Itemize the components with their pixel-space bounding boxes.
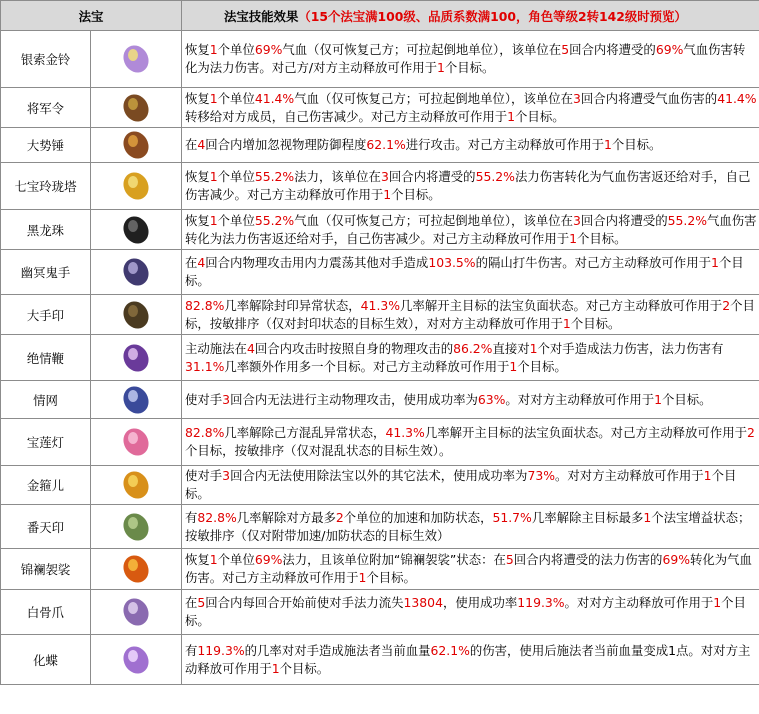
treasure-effect bbox=[182, 419, 759, 466]
effect-text: 有 bbox=[185, 509, 198, 525]
highlight-value: 86.2% bbox=[453, 340, 493, 356]
effect-text: 个目标。 bbox=[517, 358, 567, 374]
table-row bbox=[1, 590, 759, 635]
table-row bbox=[1, 128, 759, 163]
highlight-value: 4 bbox=[246, 340, 255, 356]
highlight-value: 1 bbox=[713, 595, 722, 610]
treasure-name: 绝情鞭 bbox=[1, 335, 91, 381]
effect-text: 个目标。 bbox=[366, 570, 416, 585]
highlight-value: 4 bbox=[197, 137, 206, 152]
highlight-value: 1 bbox=[643, 509, 652, 525]
highlight-value: 1 bbox=[509, 358, 518, 374]
effect-text: 个单位 bbox=[217, 42, 255, 57]
highlight-value: 69% bbox=[254, 552, 283, 567]
effect-text: 。对对方主动释放可作用于 bbox=[505, 391, 655, 407]
highlight-value: 1 bbox=[603, 137, 612, 152]
table-row bbox=[1, 31, 759, 88]
highlight-value: 5 bbox=[197, 595, 206, 610]
table-row bbox=[1, 505, 759, 549]
highlight-value: 1 bbox=[209, 42, 218, 57]
effect-text: 在 bbox=[185, 255, 198, 270]
effect-text: 进行攻击。对己方主动释放可作用于 bbox=[405, 137, 604, 152]
treasure-icon-cell bbox=[91, 335, 182, 381]
treasure-name: 幽冥鬼手 bbox=[1, 250, 91, 295]
highlight-value: 3 bbox=[380, 169, 389, 184]
highlight-value: 119.3% bbox=[517, 595, 565, 610]
treasure-icon-cell bbox=[91, 549, 182, 590]
effect-text: 气血（仅可恢复己方；可拉起倒地单位），该单位在 bbox=[294, 90, 574, 106]
butterfly-icon bbox=[119, 643, 153, 677]
treasure-icon-cell bbox=[91, 419, 182, 466]
highlight-value: 51.7% bbox=[492, 509, 532, 525]
effect-text: 法力伤害转化为气血伤害返还给对手，自己伤害减少。对己方主动释放可作用于 bbox=[185, 169, 751, 202]
effect-text: 个目标。 bbox=[185, 468, 737, 501]
highlight-value: 1 bbox=[654, 391, 662, 407]
effect-text: 个单位 bbox=[217, 90, 255, 106]
table-row bbox=[1, 419, 759, 466]
treasure-icon-cell bbox=[91, 88, 182, 128]
treasure-icon-cell bbox=[91, 250, 182, 295]
effect-text: 恢复 bbox=[185, 212, 210, 228]
treasure-name: 大手印 bbox=[1, 295, 91, 335]
treasure-icon-cell bbox=[91, 381, 182, 419]
pagoda-icon bbox=[119, 169, 153, 203]
hammer-icon bbox=[119, 128, 153, 162]
effect-text: 的隔山打牛伤害。对己方主动释放可作用于 bbox=[475, 255, 711, 270]
treasure-icon-cell bbox=[91, 635, 182, 685]
bone-claw-icon bbox=[119, 595, 153, 629]
effect-text: 几率解除对方最多 bbox=[236, 509, 336, 525]
treasure-effect bbox=[182, 250, 759, 295]
highlight-value: 2 bbox=[335, 509, 344, 525]
highlight-value: 41.3% bbox=[360, 297, 401, 313]
effect-text: 气血伤害转化为法力伤害。对己方/对方主动释放可作用于 bbox=[185, 42, 746, 75]
header-treasure: 法宝 bbox=[1, 1, 182, 31]
treasure-effect bbox=[182, 381, 759, 419]
treasure-name: 黑龙珠 bbox=[1, 210, 91, 250]
effect-text: 回合内将遭受的 bbox=[388, 169, 476, 184]
highlight-value: 1 bbox=[271, 660, 280, 676]
treasure-name: 七宝玲珑塔 bbox=[1, 163, 91, 210]
table-row bbox=[1, 210, 759, 250]
golden-hoop-icon bbox=[119, 468, 153, 502]
highlight-value: 55.2% bbox=[475, 169, 515, 184]
effect-text: 个目标，按敏排序（仅对封印状态的目标生效），对对方主动释放可作用于 bbox=[185, 297, 755, 331]
effect-text: 个单位 bbox=[217, 169, 255, 184]
highlight-value: 1 bbox=[437, 60, 445, 75]
general-token-icon bbox=[119, 91, 153, 125]
effect-text: 个单位 bbox=[217, 212, 255, 228]
highlight-value: 82.8% bbox=[185, 297, 225, 313]
highlight-value: 1 bbox=[529, 340, 538, 356]
effect-text: 个目标。 bbox=[444, 60, 495, 75]
highlight-value: 63% bbox=[477, 391, 506, 407]
header-effect-title: 法宝技能效果 bbox=[224, 8, 299, 24]
heaven-seal-icon bbox=[119, 510, 153, 544]
treasure-icon-cell bbox=[91, 163, 182, 210]
table-row bbox=[1, 335, 759, 381]
treasure-icon-cell bbox=[91, 295, 182, 335]
effect-text: 回合内增加忽视物理防御程度 bbox=[205, 137, 367, 152]
highlight-value: 41.4% bbox=[717, 90, 757, 106]
highlight-value: 3 bbox=[573, 90, 581, 106]
effect-text: 法力，该单位在 bbox=[294, 169, 381, 184]
effect-text: 几率解除主目标最多 bbox=[531, 509, 644, 525]
effect-text: 个目标。 bbox=[577, 230, 627, 246]
highlight-value: 41.4% bbox=[254, 90, 295, 106]
effect-text: 回合内每回合开始前使对手法力流失 bbox=[205, 595, 404, 610]
treasure-name: 白骨爪 bbox=[1, 590, 91, 635]
highlight-value: 3 bbox=[222, 468, 231, 483]
highlight-value: 1 bbox=[358, 570, 367, 585]
highlight-value: 13804 bbox=[403, 595, 443, 610]
highlight-value: 41.3% bbox=[385, 425, 425, 440]
effect-text: 几率解开主目标的法宝负面状态。对己方主动释放可作用于 bbox=[424, 425, 747, 440]
effect-text: 个目标。 bbox=[515, 108, 565, 124]
effect-text: 回合内将遭受气血伤害的 bbox=[580, 90, 718, 106]
treasure-name: 将军令 bbox=[1, 88, 91, 128]
highlight-value: 1 bbox=[209, 90, 218, 106]
black-pearl-icon bbox=[119, 213, 153, 247]
treasure-effect bbox=[182, 163, 759, 210]
treasure-effect bbox=[182, 590, 759, 635]
effect-text: 在 bbox=[185, 137, 198, 152]
effect-text: 个目标。 bbox=[391, 187, 441, 202]
table-row bbox=[1, 635, 759, 685]
effect-text: 转移给对方成员，自己伤害减少。对己方主动释放可作用于 bbox=[185, 108, 508, 124]
highlight-value: 1 bbox=[209, 552, 218, 567]
effect-text: 个对手造成法力伤害，法力伤害有 bbox=[537, 340, 724, 356]
highlight-value: 119.3% bbox=[197, 642, 245, 658]
effect-text: 使对手 bbox=[185, 468, 223, 483]
effect-text: 个目标。 bbox=[185, 595, 746, 628]
highlight-value: 2 bbox=[746, 425, 755, 440]
effect-text: 直接对 bbox=[492, 340, 530, 356]
highlight-value: 73% bbox=[527, 468, 555, 483]
header-effect bbox=[182, 1, 759, 31]
table-header-row bbox=[1, 1, 759, 31]
effect-text: 几率解除封印异常状态， bbox=[224, 297, 361, 313]
effect-text: 气血（仅可恢复己方；可拉起倒地单位），该单位在 bbox=[294, 212, 574, 228]
silver-bell-icon bbox=[119, 42, 153, 76]
effect-text: 回合内无法进行主动物理攻击，使用成功率为 bbox=[230, 391, 478, 407]
highlight-value: 69% bbox=[662, 552, 690, 567]
highlight-value: 2 bbox=[722, 297, 731, 313]
treasure-effect bbox=[182, 635, 759, 685]
effect-text: 有 bbox=[185, 642, 198, 658]
effect-text: 。对对方主动释放可作用于 bbox=[554, 468, 704, 483]
table-row bbox=[1, 163, 759, 210]
header-note: （15个法宝满100级、品质系数满100，角色等级2转142级时预览） bbox=[298, 8, 687, 24]
effect-text: 回合内将遭受的 bbox=[580, 212, 668, 228]
effect-text: 回合内将遭受的 bbox=[569, 42, 656, 57]
highlight-value: 3 bbox=[573, 212, 581, 228]
highlight-value: 31.1% bbox=[185, 358, 225, 374]
effect-text: 主动施法在 bbox=[185, 340, 247, 356]
highlight-value: 1 bbox=[507, 108, 516, 124]
effect-text: 个目标。 bbox=[279, 660, 330, 676]
effect-text: 个法宝增益状态；按敏排序（仅对附带加速/加防状态的目标生效） bbox=[185, 509, 751, 543]
effect-text: 个目标。 bbox=[662, 391, 712, 407]
effect-text: 个目标，按敏排序（仅对混乱状态的目标生效）。 bbox=[185, 443, 452, 458]
table-row bbox=[1, 88, 759, 128]
treasure-effect bbox=[182, 31, 759, 88]
treasure-effect bbox=[182, 505, 759, 549]
effect-text: 回合内无法使用除法宝以外的其它法术，使用成功率为 bbox=[230, 468, 528, 483]
treasure-icon-cell bbox=[91, 590, 182, 635]
seal-icon bbox=[119, 298, 153, 332]
treasure-effect bbox=[182, 466, 759, 505]
effect-text: ，使用成功率 bbox=[442, 595, 518, 610]
treasure-icon-cell bbox=[91, 466, 182, 505]
effect-text: 气血（仅可恢复己方；可拉起倒地单位），该单位在 bbox=[282, 42, 562, 57]
highlight-value: 82.8% bbox=[185, 425, 225, 440]
effect-text: 恢复 bbox=[185, 552, 210, 567]
net-icon bbox=[119, 383, 153, 417]
treasure-name: 锦襕袈裟 bbox=[1, 549, 91, 590]
treasure-icon-cell bbox=[91, 128, 182, 163]
treasure-icon-cell bbox=[91, 210, 182, 250]
highlight-value: 1 bbox=[710, 255, 719, 270]
highlight-value: 82.8% bbox=[197, 509, 237, 525]
effect-text: 回合内物理攻击用内力震荡其他对手造成 bbox=[205, 255, 429, 270]
effect-text: 法力，且该单位附加“锦襕袈裟”状态：在 bbox=[282, 552, 506, 567]
treasure-effect bbox=[182, 128, 759, 163]
highlight-value: 4 bbox=[197, 255, 206, 270]
highlight-value: 62.1% bbox=[430, 642, 470, 658]
effect-text: 回合内攻击时按照自身的物理攻击的 bbox=[254, 340, 454, 356]
effect-text: 几率额外作用多一个目标。对己方主动释放可作用于 bbox=[224, 358, 510, 374]
highlight-value: 1 bbox=[383, 187, 392, 202]
effect-text: 的伤害，使用后施法者当前血量变成1点。对对方主动释放可作用于 bbox=[185, 642, 751, 676]
highlight-value: 103.5% bbox=[428, 255, 476, 270]
effect-text: 的几率对对手造成施法者当前血量 bbox=[244, 642, 431, 658]
whip-icon bbox=[119, 341, 153, 375]
effect-text: 在 bbox=[185, 595, 198, 610]
highlight-value: 69% bbox=[254, 42, 283, 57]
treasure-icon-cell bbox=[91, 505, 182, 549]
effect-text: 几率解除己方混乱异常状态， bbox=[224, 425, 386, 440]
treasure-name: 番天印 bbox=[1, 505, 91, 549]
treasure-effect bbox=[182, 210, 759, 250]
highlight-value: 55.2% bbox=[254, 212, 295, 228]
effect-text: 几率解开主目标的法宝负面状态。对己方主动释放可作用于 bbox=[400, 297, 723, 313]
effect-text: 个目标。 bbox=[611, 137, 662, 152]
table-row bbox=[1, 466, 759, 505]
treasure-name: 金箍儿 bbox=[1, 466, 91, 505]
highlight-value: 62.1% bbox=[366, 137, 406, 152]
highlight-value: 5 bbox=[561, 42, 570, 57]
effect-text: 气血伤害转化为法力伤害返还给对手，自己伤害减少。对己方主动释放可作用于 bbox=[185, 212, 757, 246]
treasure-name: 情网 bbox=[1, 381, 91, 419]
effect-text: 个单位 bbox=[217, 552, 255, 567]
effect-text: 。对对方主动释放可作用于 bbox=[564, 595, 714, 610]
treasure-effect bbox=[182, 335, 759, 381]
highlight-value: 55.2% bbox=[254, 169, 295, 184]
effect-text: 个目标。 bbox=[570, 315, 621, 331]
effect-text: 转化为气血伤害。对己方主动释放可作用于 bbox=[185, 552, 752, 585]
highlight-value: 3 bbox=[222, 391, 231, 407]
highlight-value: 69% bbox=[655, 42, 684, 57]
effect-text: 恢复 bbox=[185, 42, 210, 57]
table-row bbox=[1, 295, 759, 335]
highlight-value: 1 bbox=[569, 230, 577, 246]
highlight-value: 1 bbox=[562, 315, 571, 331]
highlight-value: 5 bbox=[505, 552, 514, 567]
treasure-effect bbox=[182, 88, 759, 128]
effect-text: 回合内将遭受的法力伤害的 bbox=[513, 552, 663, 567]
treasure-name: 宝莲灯 bbox=[1, 419, 91, 466]
effect-text: 恢复 bbox=[185, 90, 210, 106]
effect-text: 个目标。 bbox=[185, 255, 744, 288]
highlight-value: 1 bbox=[209, 169, 218, 184]
kasaya-icon bbox=[119, 552, 153, 586]
highlight-value: 55.2% bbox=[667, 212, 708, 228]
effect-text: 使对手 bbox=[185, 391, 223, 407]
highlight-value: 1 bbox=[703, 468, 712, 483]
table-row bbox=[1, 250, 759, 295]
table-row bbox=[1, 381, 759, 419]
treasure-effect bbox=[182, 295, 759, 335]
treasure-name: 银索金铃 bbox=[1, 31, 91, 88]
ghost-hand-icon bbox=[119, 255, 153, 289]
treasure-name: 大势锤 bbox=[1, 128, 91, 163]
effect-text: 恢复 bbox=[185, 169, 210, 184]
treasure-name: 化蝶 bbox=[1, 635, 91, 685]
treasure-effect bbox=[182, 549, 759, 590]
lotus-lamp-icon bbox=[119, 425, 153, 459]
treasure-icon-cell bbox=[91, 31, 182, 88]
highlight-value: 1 bbox=[209, 212, 218, 228]
table-row bbox=[1, 549, 759, 590]
effect-text: 个单位的加速和加防状态， bbox=[343, 509, 493, 525]
